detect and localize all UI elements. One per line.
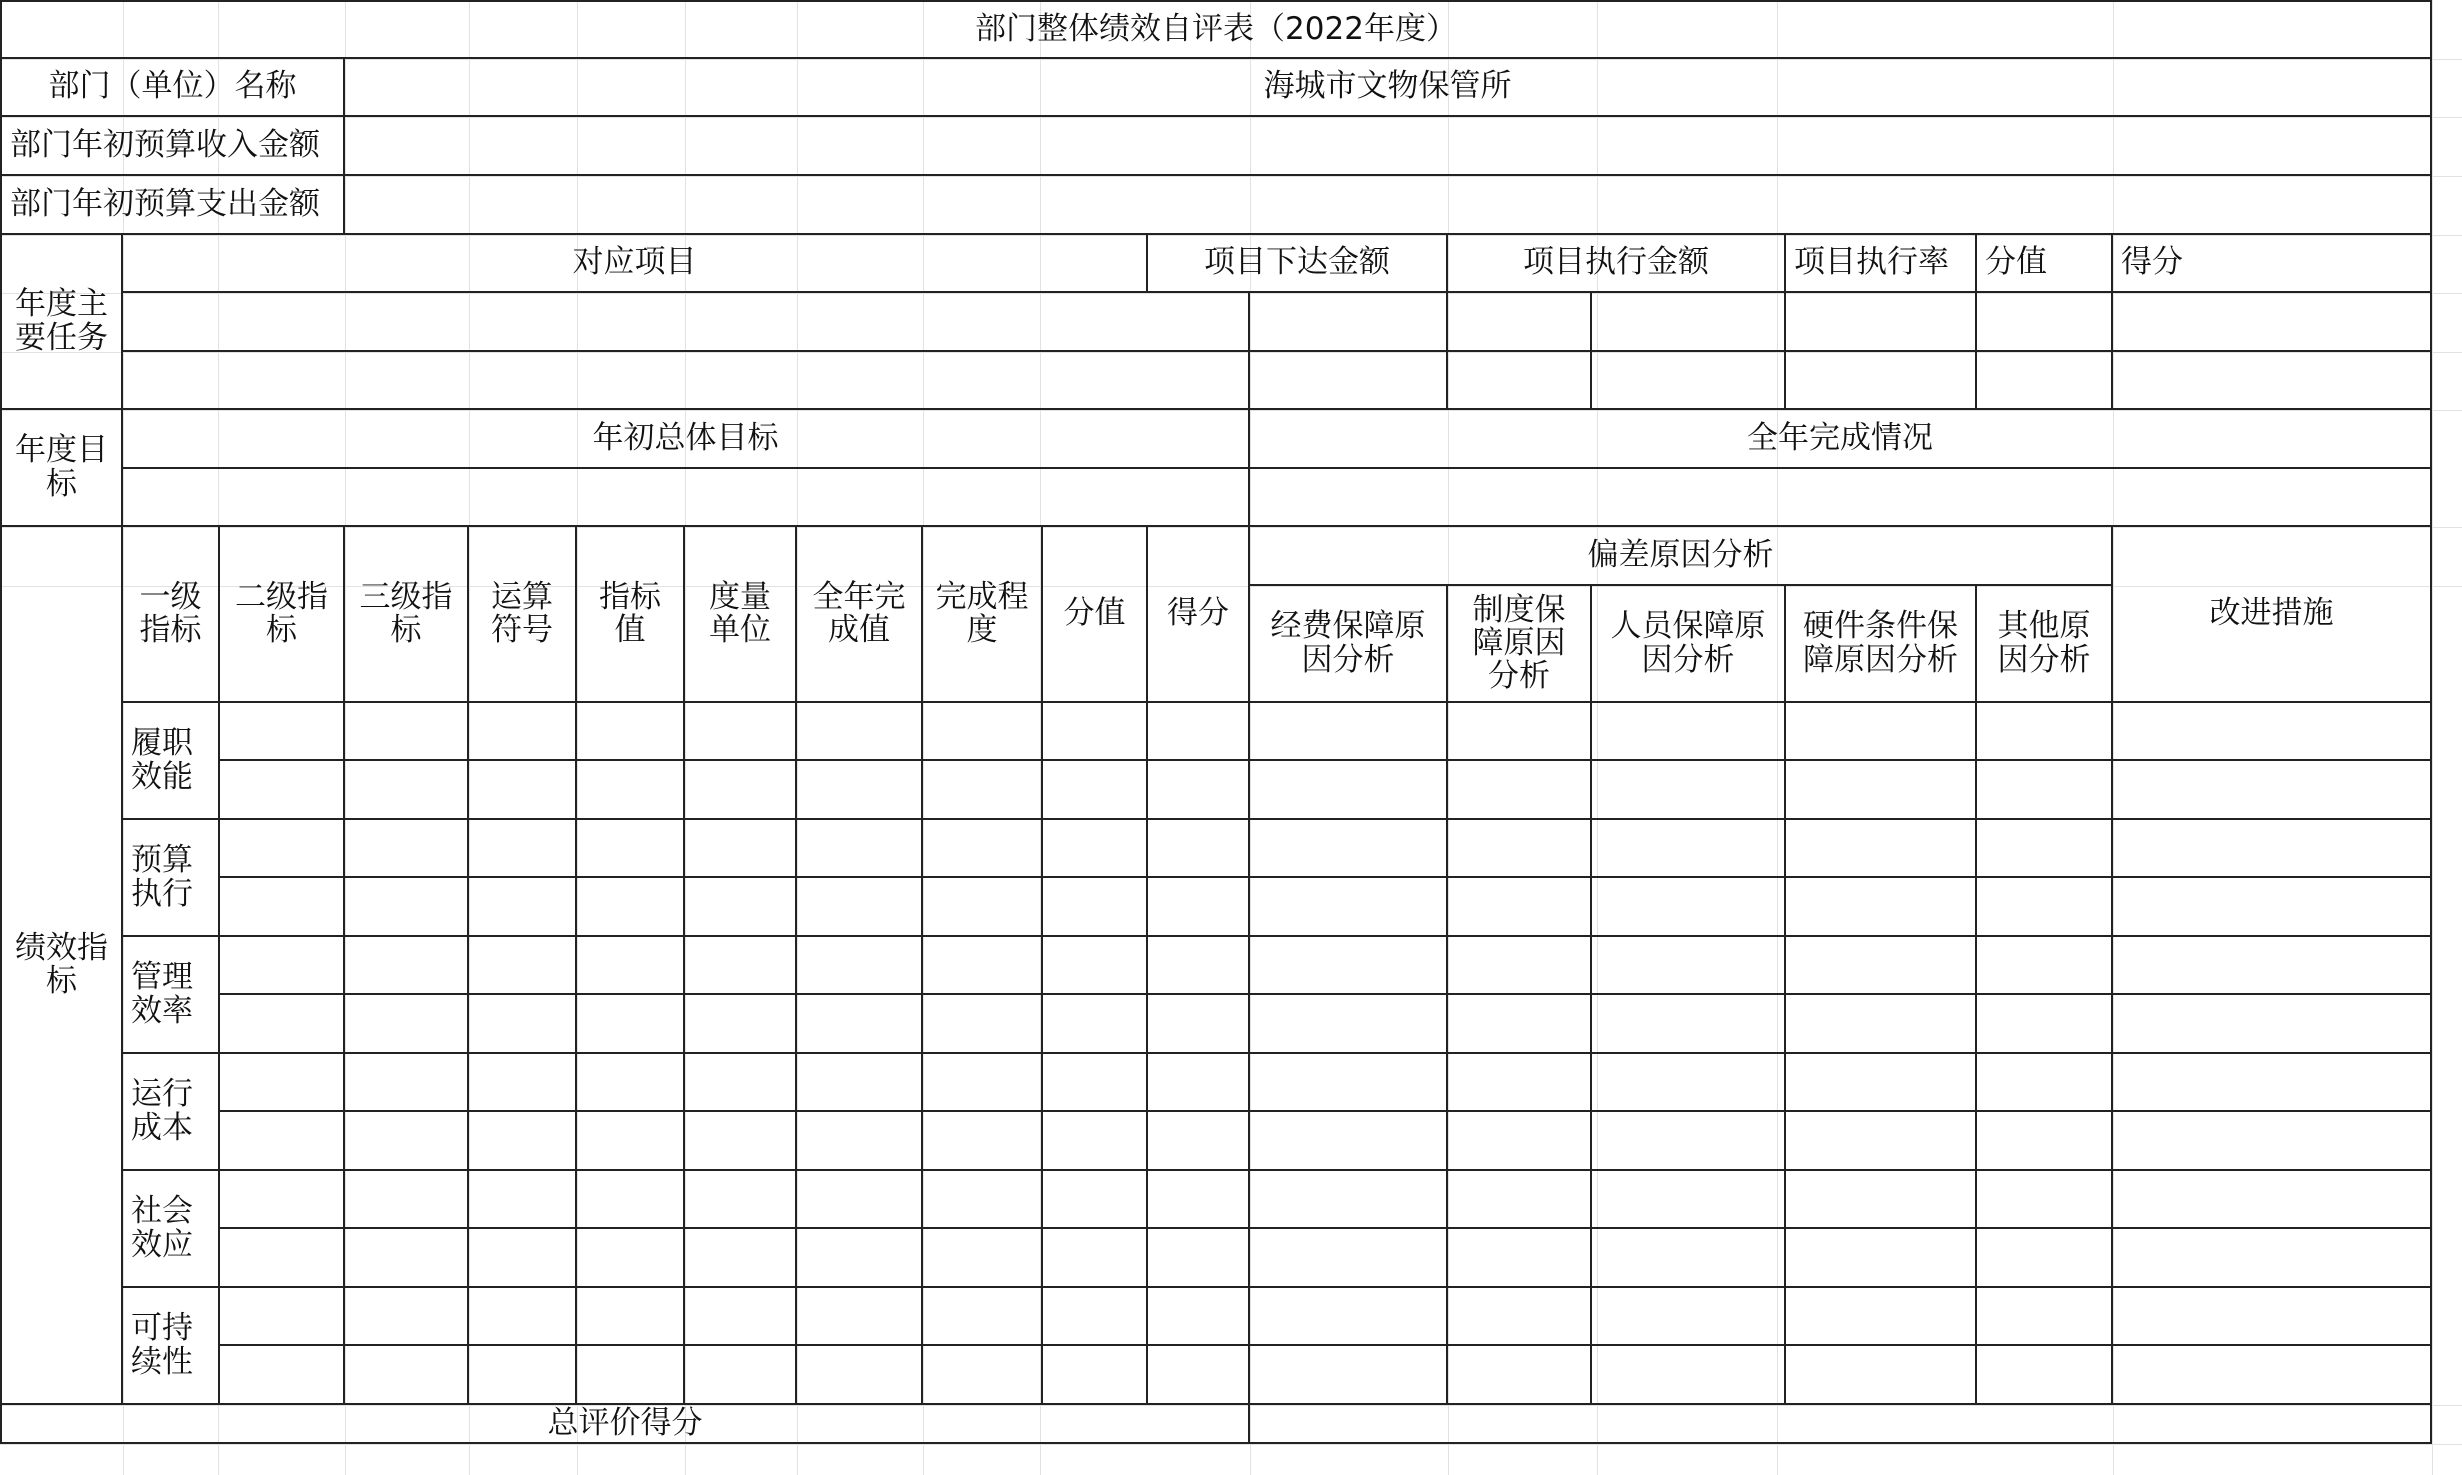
indicator-data-cell[interactable] (220, 937, 345, 995)
indicator-data-cell[interactable] (1448, 1171, 1592, 1229)
indicator-category-6-text: 可持 续性 (131, 1310, 193, 1380)
indicator-data-cell[interactable] (1148, 1171, 1250, 1229)
unit-name-value-text: 海城市文物保管所 (1263, 68, 1512, 105)
deviation-analysis-header-text: 偏差原因分析 (1587, 536, 1774, 573)
deviation-sub-header-5-text: 其他原 因分析 (1997, 608, 2091, 678)
task-value-cell[interactable] (1786, 352, 1977, 410)
indicator-data-cell[interactable] (220, 1112, 345, 1171)
indicator-data-cell[interactable] (923, 820, 1043, 878)
total-score-value[interactable] (1250, 1405, 2432, 1444)
indicator-data-cell[interactable] (2113, 1229, 2432, 1288)
indicator-data-cell[interactable] (685, 995, 797, 1054)
indicator-header-6[interactable] (685, 527, 797, 703)
deviation-sub-header-4[interactable] (1786, 586, 1977, 703)
executed-amount-header-text: 项目执行金额 (1523, 244, 1709, 281)
indicator-data-cell[interactable] (1250, 820, 1448, 878)
indicator-data-cell[interactable] (1448, 878, 1592, 937)
indicator-data-cell[interactable] (469, 703, 577, 761)
improvement-header[interactable] (2113, 527, 2432, 703)
indicator-data-cell[interactable] (1977, 1288, 2113, 1346)
task-project-cell[interactable] (123, 352, 1250, 410)
indicator-category-4[interactable] (123, 1054, 220, 1171)
indicator-data-cell[interactable] (1250, 1171, 1448, 1229)
task-score-header[interactable] (2113, 235, 2432, 293)
indicator-data-cell[interactable] (1592, 1288, 1786, 1346)
indicator-data-cell[interactable] (1043, 1346, 1148, 1405)
indicator-data-cell[interactable] (1977, 1054, 2113, 1112)
task-value-cell[interactable] (1448, 293, 1592, 352)
indicator-header-3-text: 三级指 标 (359, 578, 453, 648)
indicator-data-cell[interactable] (345, 878, 469, 937)
indicator-data-cell[interactable] (1448, 937, 1592, 995)
indicator-data-cell[interactable] (1043, 1112, 1148, 1171)
issued-amount-header[interactable] (1148, 235, 1448, 293)
indicator-data-cell[interactable] (1592, 937, 1786, 995)
indicator-data-cell[interactable] (923, 995, 1043, 1054)
indicator-data-cell[interactable] (1448, 761, 1592, 820)
indicator-data-cell[interactable] (1448, 703, 1592, 761)
indicator-data-cell[interactable] (1786, 995, 1977, 1054)
indicator-data-cell[interactable] (797, 1054, 923, 1112)
indicator-category-2[interactable] (123, 820, 220, 937)
indicator-data-cell[interactable] (1448, 1346, 1592, 1405)
indicator-data-cell[interactable] (923, 1346, 1043, 1405)
unit-name-label-text: 部门（单位）名称 (48, 68, 297, 105)
indicator-data-cell[interactable] (923, 937, 1043, 995)
indicator-data-cell[interactable] (797, 1346, 923, 1405)
indicator-header-7-text: 全年完 成值 (812, 578, 906, 648)
deviation-sub-header-5[interactable] (1977, 586, 2113, 703)
deviation-sub-header-1[interactable] (1250, 586, 1448, 703)
indicator-data-cell[interactable] (1043, 761, 1148, 820)
indicator-category-5-text: 社会 效应 (131, 1193, 193, 1263)
indicator-data-cell[interactable] (1250, 1229, 1448, 1288)
indicator-data-cell[interactable] (469, 1346, 577, 1405)
indicator-data-cell[interactable] (345, 1288, 469, 1346)
indicator-data-cell[interactable] (685, 878, 797, 937)
indicator-data-cell[interactable] (220, 1171, 345, 1229)
indicator-data-cell[interactable] (1043, 995, 1148, 1054)
indicator-data-cell[interactable] (1448, 1288, 1592, 1346)
indicator-data-cell[interactable] (685, 703, 797, 761)
indicator-data-cell[interactable] (685, 761, 797, 820)
indicator-data-cell[interactable] (1148, 1346, 1250, 1405)
indicator-data-cell[interactable] (1977, 937, 2113, 995)
deviation-analysis-header[interactable] (1250, 527, 2113, 586)
indicator-data-cell[interactable] (2113, 1112, 2432, 1171)
indicator-data-cell[interactable] (1786, 1288, 1977, 1346)
indicator-header-9[interactable] (1043, 527, 1148, 703)
sheet-title-text: 部门整体绩效自评表（2022年度） (975, 10, 1457, 47)
indicator-data-cell[interactable] (1977, 995, 2113, 1054)
indicator-data-cell[interactable] (2113, 878, 2432, 937)
completion-header[interactable] (1250, 410, 2432, 469)
indicator-data-cell[interactable] (345, 1346, 469, 1405)
indicator-data-cell[interactable] (469, 878, 577, 937)
indicator-data-cell[interactable] (1043, 937, 1148, 995)
indicator-data-cell[interactable] (1250, 878, 1448, 937)
indicator-data-cell[interactable] (1148, 703, 1250, 761)
indicator-category-1-text: 履职 效能 (131, 725, 193, 795)
indicator-header-9-text: 分值 (1063, 595, 1126, 632)
indicator-header-2[interactable] (220, 527, 345, 703)
indicator-data-cell[interactable] (1977, 761, 2113, 820)
indicator-data-cell[interactable] (685, 1171, 797, 1229)
indicator-header-1[interactable] (123, 527, 220, 703)
task-score-header-text: 得分 (2121, 244, 2183, 281)
indicator-data-cell[interactable] (577, 820, 685, 878)
task-value-cell[interactable] (1786, 293, 1977, 352)
task-value-cell[interactable] (1977, 352, 2113, 410)
indicator-data-cell[interactable] (685, 820, 797, 878)
indicator-data-cell[interactable] (345, 820, 469, 878)
total-score-label-text: 总评价得分 (547, 1404, 703, 1441)
sheet-title[interactable] (0, 0, 2432, 59)
indicator-header-6-text: 度量 单位 (709, 578, 771, 648)
budget-expense-label-text: 部门年初预算支出金额 (10, 185, 320, 222)
indicator-data-cell[interactable] (923, 1112, 1043, 1171)
indicator-data-cell[interactable] (923, 703, 1043, 761)
indicator-data-cell[interactable] (1592, 761, 1786, 820)
indicator-data-cell[interactable] (1592, 703, 1786, 761)
indicator-data-cell[interactable] (1250, 1112, 1448, 1171)
task-score-value-header-text: 分值 (1985, 244, 2047, 281)
indicator-header-5-text: 指标 值 (599, 578, 661, 648)
indicator-data-cell[interactable] (577, 1054, 685, 1112)
indicator-data-cell[interactable] (685, 937, 797, 995)
indicator-data-cell[interactable] (469, 1229, 577, 1288)
indicator-data-cell[interactable] (2113, 995, 2432, 1054)
indicator-data-cell[interactable] (1977, 1229, 2113, 1288)
indicator-data-cell[interactable] (1786, 1054, 1977, 1112)
indicator-data-cell[interactable] (1148, 1112, 1250, 1171)
indicator-header-4[interactable] (469, 527, 577, 703)
indicator-data-cell[interactable] (345, 1171, 469, 1229)
indicator-data-cell[interactable] (797, 703, 923, 761)
indicator-data-cell[interactable] (1448, 820, 1592, 878)
unit-name-label[interactable] (0, 59, 345, 117)
indicator-data-cell[interactable] (1148, 937, 1250, 995)
task-value-cell[interactable] (1448, 352, 1592, 410)
indicator-data-cell[interactable] (220, 1288, 345, 1346)
indicator-data-cell[interactable] (923, 878, 1043, 937)
indicator-data-cell[interactable] (469, 761, 577, 820)
indicator-data-cell[interactable] (220, 1054, 345, 1112)
indicator-data-cell[interactable] (220, 995, 345, 1054)
indicator-data-cell[interactable] (1448, 1112, 1592, 1171)
indicator-data-cell[interactable] (1043, 1288, 1148, 1346)
completion-cell[interactable] (1250, 469, 2432, 527)
indicator-data-cell[interactable] (2113, 820, 2432, 878)
indicator-data-cell[interactable] (1448, 1054, 1592, 1112)
indicator-data-cell[interactable] (469, 820, 577, 878)
budget-income-label[interactable] (0, 117, 345, 176)
task-value-cell[interactable] (1977, 293, 2113, 352)
executed-amount-header[interactable] (1448, 235, 1786, 293)
indicator-data-cell[interactable] (577, 1171, 685, 1229)
indicator-data-cell[interactable] (685, 1112, 797, 1171)
indicator-data-cell[interactable] (1592, 1112, 1786, 1171)
initial-goal-header-text: 年初总体目标 (592, 419, 779, 456)
indicator-data-cell[interactable] (577, 1112, 685, 1171)
indicator-data-cell[interactable] (1250, 703, 1448, 761)
indicator-data-cell[interactable] (1148, 1288, 1250, 1346)
indicator-data-cell[interactable] (1786, 878, 1977, 937)
indicator-data-cell[interactable] (345, 937, 469, 995)
indicator-data-cell[interactable] (1250, 1346, 1448, 1405)
indicator-data-cell[interactable] (797, 1229, 923, 1288)
indicator-data-cell[interactable] (1977, 820, 2113, 878)
indicator-data-cell[interactable] (797, 937, 923, 995)
indicator-data-cell[interactable] (1148, 878, 1250, 937)
deviation-sub-header-2-text: 制度保 障原因 分析 (1472, 591, 1566, 695)
task-value-cell[interactable] (1592, 293, 1786, 352)
indicator-data-cell[interactable] (469, 937, 577, 995)
budget-expense-label[interactable] (0, 176, 345, 235)
performance-indicators-label-text: 绩效指 标 (15, 929, 108, 999)
indicator-data-cell[interactable] (577, 703, 685, 761)
indicator-data-cell[interactable] (577, 995, 685, 1054)
indicator-data-cell[interactable] (1977, 878, 2113, 937)
indicator-category-6[interactable] (123, 1288, 220, 1405)
task-value-cell[interactable] (1592, 352, 1786, 410)
indicator-data-cell[interactable] (1250, 1288, 1448, 1346)
indicator-data-cell[interactable] (1148, 820, 1250, 878)
indicator-data-cell[interactable] (469, 995, 577, 1054)
task-project-cell[interactable] (123, 293, 1250, 352)
indicator-data-cell[interactable] (469, 1288, 577, 1346)
indicator-data-cell[interactable] (1977, 1112, 2113, 1171)
indicator-data-cell[interactable] (2113, 1054, 2432, 1112)
indicator-data-cell[interactable] (685, 1229, 797, 1288)
indicator-data-cell[interactable] (1043, 1229, 1148, 1288)
indicator-data-cell[interactable] (1786, 703, 1977, 761)
indicator-header-10-text: 得分 (1167, 595, 1229, 632)
execution-rate-header[interactable] (1786, 235, 1977, 293)
task-value-cell[interactable] (2113, 293, 2432, 352)
unit-name-value[interactable] (345, 59, 2432, 117)
indicator-header-10[interactable] (1148, 527, 1250, 703)
indicator-data-cell[interactable] (1592, 1229, 1786, 1288)
indicator-header-2-text: 二级指 标 (235, 578, 328, 648)
improvement-header-text: 改进措施 (2209, 595, 2334, 632)
indicator-category-3[interactable] (123, 937, 220, 1054)
indicator-data-cell[interactable] (1786, 761, 1977, 820)
indicator-data-cell[interactable] (1786, 937, 1977, 995)
indicator-data-cell[interactable] (1786, 1346, 1977, 1405)
indicator-data-cell[interactable] (797, 1112, 923, 1171)
indicator-data-cell[interactable] (2113, 1346, 2432, 1405)
indicator-data-cell[interactable] (1250, 937, 1448, 995)
indicator-data-cell[interactable] (1977, 703, 2113, 761)
indicator-data-cell[interactable] (685, 1346, 797, 1405)
indicator-category-1[interactable] (123, 703, 220, 820)
indicator-data-cell[interactable] (220, 1346, 345, 1405)
indicator-header-8-text: 完成程 度 (935, 578, 1029, 648)
budget-income-value[interactable] (345, 117, 2432, 176)
issued-amount-header-text: 项目下达金额 (1204, 244, 1390, 281)
indicator-data-cell[interactable] (220, 878, 345, 937)
performance-indicators-label[interactable] (0, 527, 123, 1405)
indicator-data-cell[interactable] (797, 820, 923, 878)
indicator-data-cell[interactable] (1148, 995, 1250, 1054)
deviation-sub-header-3-text: 人员保障原 因分析 (1610, 608, 1766, 678)
indicator-data-cell[interactable] (1977, 1346, 2113, 1405)
indicator-data-cell[interactable] (345, 703, 469, 761)
indicator-data-cell[interactable] (685, 1054, 797, 1112)
budget-expense-value[interactable] (345, 176, 2432, 235)
indicator-data-cell[interactable] (2113, 1288, 2432, 1346)
indicator-data-cell[interactable] (2113, 703, 2432, 761)
task-value-cell[interactable] (1250, 293, 1448, 352)
annual-goals-label[interactable] (0, 410, 123, 527)
indicator-data-cell[interactable] (1043, 1054, 1148, 1112)
indicator-data-cell[interactable] (1786, 1171, 1977, 1229)
annual-goals-label-text: 年度目 标 (15, 432, 108, 502)
deviation-sub-header-4-text: 硬件条件保 障原因分析 (1803, 608, 1958, 678)
indicator-header-1-text: 一级 指标 (139, 578, 202, 648)
initial-goal-header[interactable] (123, 410, 1250, 469)
indicator-data-cell[interactable] (1148, 1229, 1250, 1288)
indicator-header-7[interactable] (797, 527, 923, 703)
indicator-data-cell[interactable] (2113, 761, 2432, 820)
indicator-data-cell[interactable] (469, 1054, 577, 1112)
annual-tasks-label-text: 年度主 要任务 (15, 286, 108, 356)
completion-header-text: 全年完成情况 (1747, 419, 1933, 456)
indicator-data-cell[interactable] (577, 1346, 685, 1405)
deviation-sub-header-3[interactable] (1592, 586, 1786, 703)
indicator-header-5[interactable] (577, 527, 685, 703)
indicator-header-3[interactable] (345, 527, 469, 703)
task-value-cell[interactable] (1250, 352, 1448, 410)
project-header-text: 对应项目 (572, 244, 697, 281)
deviation-sub-header-2[interactable] (1448, 586, 1592, 703)
indicator-data-cell[interactable] (345, 1229, 469, 1288)
indicator-data-cell[interactable] (345, 761, 469, 820)
indicator-data-cell[interactable] (1250, 1054, 1448, 1112)
indicator-data-cell[interactable] (797, 1288, 923, 1346)
indicator-data-cell[interactable] (923, 1229, 1043, 1288)
indicator-data-cell[interactable] (797, 878, 923, 937)
indicator-data-cell[interactable] (1592, 820, 1786, 878)
indicator-header-8[interactable] (923, 527, 1043, 703)
indicator-data-cell[interactable] (1786, 1112, 1977, 1171)
indicator-data-cell[interactable] (2113, 937, 2432, 995)
indicator-data-cell[interactable] (345, 1112, 469, 1171)
indicator-data-cell[interactable] (923, 1171, 1043, 1229)
indicator-data-cell[interactable] (1148, 1054, 1250, 1112)
indicator-data-cell[interactable] (685, 1288, 797, 1346)
indicator-data-cell[interactable] (1592, 995, 1786, 1054)
indicator-data-cell[interactable] (577, 878, 685, 937)
indicator-data-cell[interactable] (1250, 761, 1448, 820)
indicator-data-cell[interactable] (469, 1171, 577, 1229)
sheet-gridline (2432, 0, 2433, 1475)
indicator-data-cell[interactable] (345, 1054, 469, 1112)
annual-tasks-label[interactable] (0, 235, 123, 410)
indicator-data-cell[interactable] (220, 761, 345, 820)
total-score-label[interactable] (0, 1405, 1250, 1444)
indicator-data-cell[interactable] (469, 1112, 577, 1171)
initial-goal-cell[interactable] (123, 469, 1250, 527)
indicator-data-cell[interactable] (1148, 761, 1250, 820)
indicator-data-cell[interactable] (577, 761, 685, 820)
indicator-data-cell[interactable] (1786, 820, 1977, 878)
indicator-data-cell[interactable] (1043, 820, 1148, 878)
indicator-data-cell[interactable] (797, 1171, 923, 1229)
indicator-data-cell[interactable] (1592, 878, 1786, 937)
indicator-data-cell[interactable] (1448, 1229, 1592, 1288)
indicator-category-5[interactable] (123, 1171, 220, 1288)
indicator-header-4-text: 运算 符号 (491, 578, 553, 648)
indicator-data-cell[interactable] (1043, 1171, 1148, 1229)
task-score-value-header[interactable] (1977, 235, 2113, 293)
indicator-data-cell[interactable] (1786, 1229, 1977, 1288)
task-value-cell[interactable] (2113, 352, 2432, 410)
indicator-data-cell[interactable] (1043, 703, 1148, 761)
indicator-category-2-text: 预算 执行 (131, 842, 193, 912)
indicator-data-cell[interactable] (2113, 1171, 2432, 1229)
indicator-data-cell[interactable] (923, 1288, 1043, 1346)
indicator-data-cell[interactable] (923, 761, 1043, 820)
indicator-data-cell[interactable] (797, 761, 923, 820)
indicator-data-cell[interactable] (577, 1229, 685, 1288)
indicator-data-cell[interactable] (1592, 1346, 1786, 1405)
indicator-data-cell[interactable] (1977, 1171, 2113, 1229)
indicator-data-cell[interactable] (1250, 995, 1448, 1054)
indicator-data-cell[interactable] (220, 1229, 345, 1288)
indicator-data-cell[interactable] (797, 995, 923, 1054)
indicator-data-cell[interactable] (1043, 878, 1148, 937)
indicator-data-cell[interactable] (345, 995, 469, 1054)
indicator-data-cell[interactable] (923, 1054, 1043, 1112)
indicator-data-cell[interactable] (220, 820, 345, 878)
deviation-sub-header-1-text: 经费保障原 因分析 (1270, 608, 1426, 678)
indicator-category-4-text: 运行 成本 (131, 1076, 193, 1146)
budget-income-label-text: 部门年初预算收入金额 (10, 126, 320, 163)
indicator-data-cell[interactable] (1592, 1054, 1786, 1112)
indicator-data-cell[interactable] (577, 1288, 685, 1346)
execution-rate-header-text: 项目执行率 (1794, 244, 1949, 281)
indicator-data-cell[interactable] (220, 703, 345, 761)
sheet-gridline (0, 1444, 2462, 1445)
indicator-data-cell[interactable] (577, 937, 685, 995)
indicator-data-cell[interactable] (1448, 995, 1592, 1054)
project-header[interactable] (123, 235, 1148, 293)
indicator-data-cell[interactable] (1592, 1171, 1786, 1229)
indicator-category-3-text: 管理 效率 (131, 959, 193, 1029)
